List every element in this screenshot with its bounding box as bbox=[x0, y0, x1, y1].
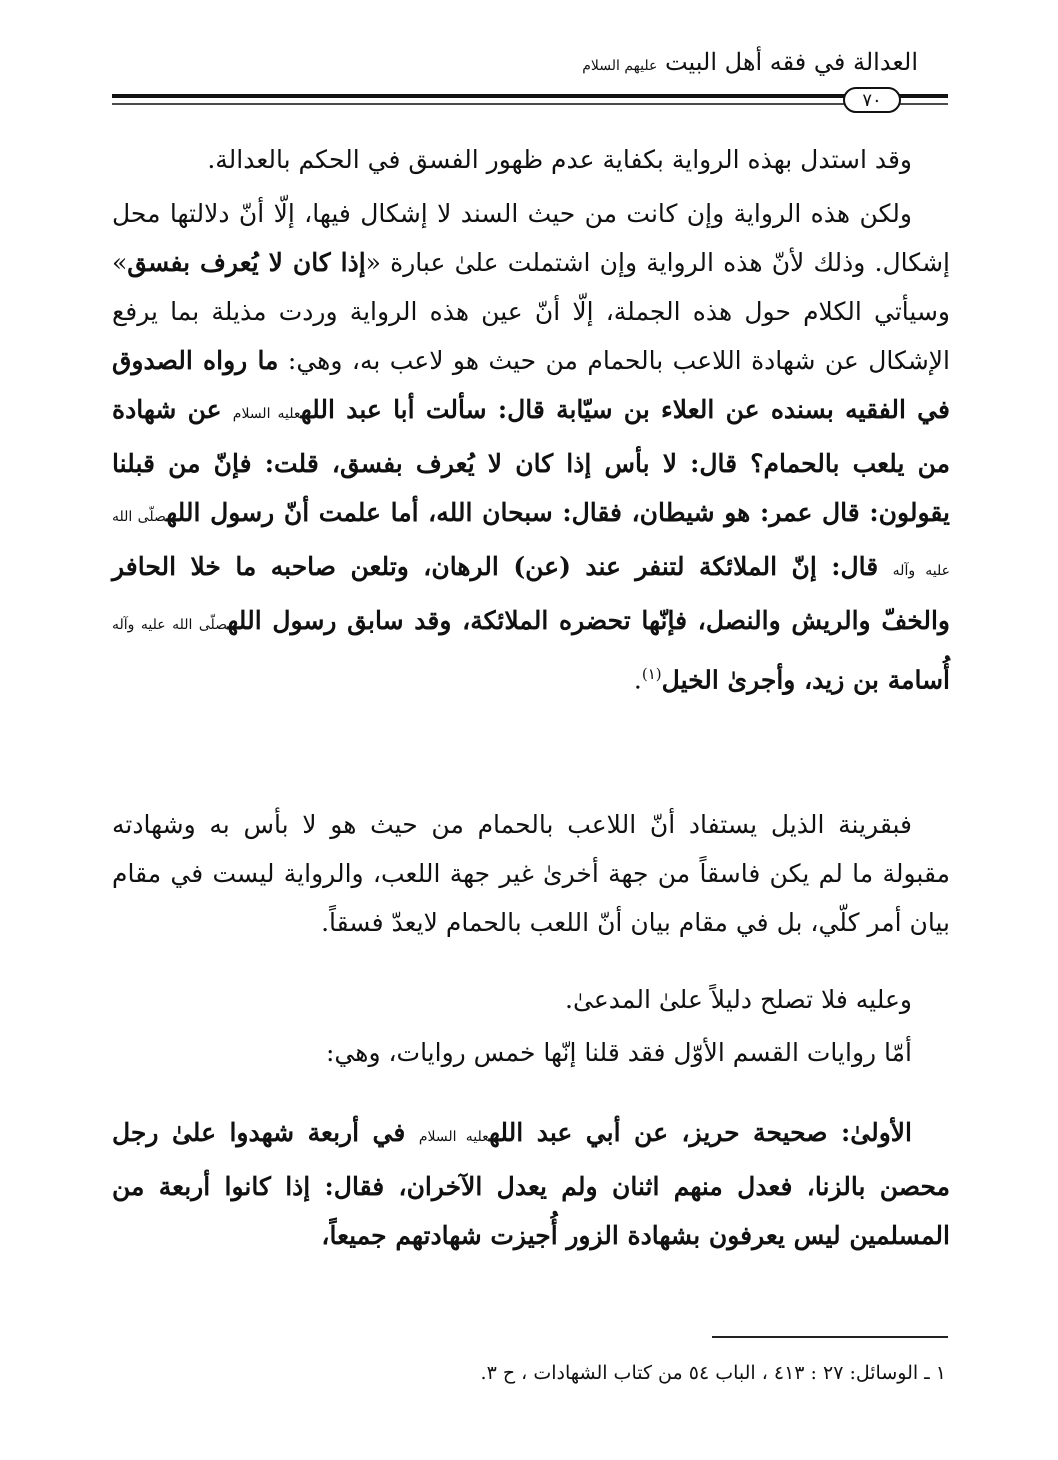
p2-text-a: ولكن هذه الرواية وإن كانت من حيث السند لا إشكال فيها، إلّا أنّ دلالتها محل إشكال. وذلك لأنّ هذه الرواية وإن اشتملت علىٰ عبارة « bbox=[112, 199, 950, 277]
paragraph-3-text: فبقرينة الذيل يستفاد أنّ اللاعب بالحمام من حيث هو لا بأس به وشهادته مقبولة ما لم يكن فاسقاً من جهة أخرىٰ غير جهة اللعب، والرواية ليست في مقام بيان أمر كلّي، بل في مقام بيان أنّ اللعب بالحمام لايعدّ فسقاً. bbox=[112, 810, 950, 937]
paragraph-4-text: وعليه فلا تصلح دليلاً علىٰ المدعىٰ. bbox=[565, 985, 912, 1014]
p2-end: . bbox=[633, 665, 642, 695]
page-number: ٧٠ bbox=[862, 90, 882, 111]
paragraph-2 bbox=[112, 189, 950, 704]
paragraph-1 bbox=[112, 135, 950, 184]
paragraph-2-text bbox=[112, 189, 950, 704]
p2-honorific-2: صلّى الله عليه وآله bbox=[112, 509, 950, 579]
p2-hadith-part3: قال: إنّ الملائكة لتنفر عند (عن) الرهان، وتلعن صاحبه ما خلا الحافر والخفّ والريش والنصل، فإنّها تحضره الملائكة، وقد سابق رسول الله bbox=[112, 552, 950, 635]
footnote-1: ١ ـ الوسائل: ٢٧ : ٤١٣ ، الباب ٥٤ من كتاب الشهادات ، ح ٣. bbox=[480, 1362, 946, 1384]
paragraph-5 bbox=[112, 1028, 950, 1077]
p2-hadith-part2: عن شهادة من يلعب بالحمام؟ قال: لا بأس إذا كان لا يُعرف بفسق، قلت: فإنّ من قبلنا يقولون: قال عمر: هو شيطان، فقال: سبحان الله، أما علمت أنّ رسول الله bbox=[112, 395, 950, 527]
paragraph-6 bbox=[112, 1108, 950, 1260]
footnote-ref-1[interactable]: (١) bbox=[641, 665, 662, 683]
p2-text-c: » وسيأتي الكلام حول هذه الجملة، إلّا أنّ عين هذه الرواية وردت مذيلة بما يرفع الإشكال عن شهادة اللاعب بالحمام من حيث هو لاعب به، وهي: bbox=[112, 248, 950, 375]
footnote-rule bbox=[712, 1336, 948, 1338]
p6-honorific: عليه السلام bbox=[418, 1129, 489, 1145]
paragraph-5-text: أمّا روايات القسم الأوّل فقد قلنا إنّها خمس روايات، وهي: bbox=[326, 1038, 912, 1067]
p2-hadith-part1: ما رواه الصدوق في الفقيه بسنده عن العلاء بن سيّابة قال: سألت أبا عبد الله bbox=[112, 346, 950, 424]
running-title-text: العدالة في فقه أهل البيت bbox=[664, 48, 918, 76]
p6-text-a: الأولىٰ: صحيحة حريز، عن أبي عبد الله bbox=[488, 1118, 912, 1147]
p2-hadith-part4: أُسامة بن زيد، وأجرىٰ الخيل bbox=[661, 665, 950, 695]
header-rule bbox=[0, 0, 1058, 140]
header-honorific: عليهم السلام bbox=[582, 58, 658, 74]
p6-text-b: في أربعة شهدوا علىٰ رجل محصن بالزنا، فعدل منهم اثنان ولم يعدل الآخران، فقال: إذا كانوا أربعة من المسلمين ليس يعرفون بشهادة الزور أُجيزت شهادتهم جميعاً، bbox=[112, 1118, 950, 1250]
paragraph-4 bbox=[112, 975, 950, 1024]
paragraph-3 bbox=[112, 800, 950, 947]
paragraph-6-text bbox=[112, 1108, 950, 1260]
p2-bold-phrase: إذا كان لا يُعرف بفسق bbox=[127, 248, 366, 277]
p2-honorific-3: صلّى الله عليه وآله bbox=[112, 617, 228, 633]
p2-honorific-1: عليه السلام bbox=[232, 406, 301, 422]
paragraph-1-text: وقد استدل بهذه الرواية بكفاية عدم ظهور الفسق في الحكم بالعدالة. bbox=[207, 145, 912, 174]
